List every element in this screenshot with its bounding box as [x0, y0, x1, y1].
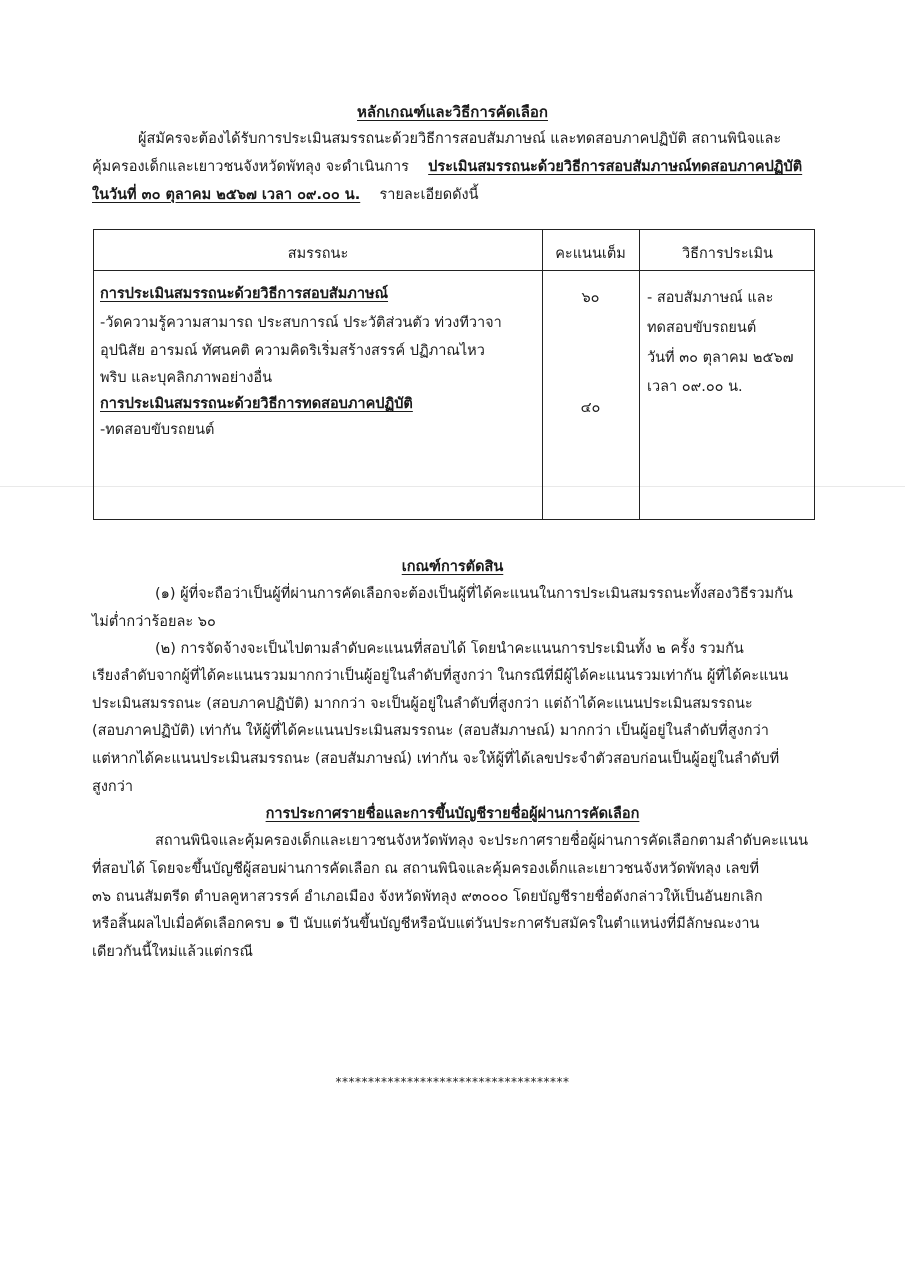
interview-score: ๖๐ [581, 290, 600, 306]
criteria-title: เกณฑ์การตัดสิน [401, 559, 504, 575]
announce-title: การประกาศรายชื่อและการขึ้นบัญชีรายชื่อผู้ผ่านการคัดเลือก [265, 806, 640, 822]
table-header-full-score: คะแนนเต็ม [555, 246, 626, 262]
criteria-p2-line-2: เรียงลำดับจากผู้ที่ได้คะแนนรวมมากกว่าเป็นผู้อยู่ในลำดับที่สูงกว่า ในกรณีที่มีผู้ได้คะแนนรวมเท่ากัน ผู้ที่ได้คะแนน [92, 668, 789, 684]
table-header-method: วิธีการประเมิน [682, 246, 773, 262]
criteria-p2-line-4: (สอบภาคปฏิบัติ) เท่ากัน ให้ผู้ที่ได้คะแนนประเมินสมรรถนะ (สอบสัมภาษณ์) มากกว่า เป็นผู้อยู่ในลำดับที่สูงกว่า [92, 723, 769, 739]
interview-detail-1: -วัดความรู้ความสามารถ ประสบการณ์ ประวัติส่วนตัว ท่วงทีวาจา [100, 315, 502, 331]
column-divider-1 [542, 230, 543, 519]
method-line-3: วันที่ ๓๐ ตุลาคม ๒๕๖๗ [647, 350, 794, 366]
criteria-p1-line-2: ไม่ต่ำกว่าร้อยละ ๖๐ [92, 614, 216, 630]
intro-line-2-plain: คุ้มครองเด็กและเยาวชนจังหวัดพัทลุง จะดำเนินการ [92, 159, 409, 175]
announce-line-1: สถานพินิจและคุ้มครองเด็กและเยาวชนจังหวัดพัทลุง จะประกาศรายชื่อผู้ผ่านการคัดเลือกตามลำดับคะแนน [155, 833, 809, 849]
announce-line-3: ๓๖ ถนนสัมตรีด ตำบลคูหาสวรรค์ อำเภอเมือง จังหวัดพัทลุง ๙๓๐๐๐ โดยบัญชีรายชื่อดังกล่าวให้เป็นอันยกเลิก [92, 889, 763, 905]
table-header-competency: สมรรถนะ [287, 246, 349, 262]
interview-detail-2: อุปนิสัย อารมณ์ ทัศนคติ ความคิดริเริ่มสร้างสรรค์ ปฏิภาณไหว [100, 343, 485, 359]
intro-line-3-emphasis: ในวันที่ ๓๐ ตุลาคม ๒๕๖๗ เวลา ๐๙.๐๐ น. [92, 187, 361, 203]
criteria-p2-line-3: ประเมินสมรรถนะ (สอบภาคปฏิบัติ) มากกว่า จะเป็นผู้อยู่ในลำดับที่สูงกว่า แต่ถ้าได้คะแนนประเมินสมรรถนะ [92, 696, 753, 712]
intro-line-3 [92, 183, 479, 206]
criteria-p2-line-5: แต่หากได้คะแนนประเมินสมรรถนะ (สอบสัมภาษณ์) เท่ากัน จะให้ผู้ที่ได้เลขประจำตัวสอบก่อนเป็นผู้อยู่ในลำดับที่ [92, 751, 780, 767]
column-divider-2 [639, 230, 640, 519]
method-line-1: - สอบสัมภาษณ์ และ [647, 290, 774, 306]
intro-line-2 [92, 155, 802, 178]
criteria-p1-line-1: (๑) ผู้ที่จะถือว่าเป็นผู้ที่ผ่านการคัดเลือกจะต้องเป็นผู้ที่ได้คะแนนในการประเมินสมรรถนะทั้งสองวิธีรวมกัน [155, 586, 793, 602]
intro-line-3-plain: รายละเอียดดังนี้ [379, 187, 479, 203]
method-line-2: ทดสอบขับรถยนต์ [647, 320, 757, 336]
footer-stars: ************************************ [335, 1075, 570, 1089]
competency-table [93, 229, 815, 520]
practical-score: ๔๐ [580, 400, 601, 416]
interview-heading: การประเมินสมรรถนะด้วยวิธีการสอบสัมภาษณ์ [100, 286, 389, 302]
announce-line-4: หรือสิ้นผลไปเมื่อคัดเลือกครบ ๑ ปี นับแต่วันขึ้นบัญชีหรือนับแต่วันประกาศรับสมัครในตำแหน่งที่มีลักษณะงาน [92, 916, 760, 932]
interview-detail-3: พริบ และบุคลิกภาพอย่างอื่น [100, 370, 273, 386]
intro-line-1: ผู้สมัครจะต้องได้รับการประเมินสมรรถนะด้วยวิธีการสอบสัมภาษณ์ และทดสอบภาคปฏิบัติ สถานพินิจและ [138, 131, 782, 147]
practical-heading: การประเมินสมรรถนะด้วยวิธีการทดสอบภาคปฏิบัติ [100, 396, 413, 412]
criteria-p2-line-6: สูงกว่า [92, 779, 133, 795]
practical-detail-1: -ทดสอบขับรถยนต์ [100, 422, 215, 438]
criteria-p2-line-1: (๒) การจัดจ้างจะเป็นไปตามลำดับคะแนนที่สอบได้ โดยนำคะแนนการประเมินทั้ง ๒ ครั้ง รวมกัน [155, 641, 744, 657]
header-divider [94, 270, 814, 271]
method-line-4: เวลา ๐๙.๐๐ น. [647, 379, 743, 395]
intro-line-2-emphasis: ประเมินสมรรถนะด้วยวิธีการสอบสัมภาษณ์ทดสอบภาคปฏิบัติ [428, 159, 803, 175]
page-title: หลักเกณฑ์และวิธีการคัดเลือก [357, 103, 548, 121]
announce-line-5: เดียวกันนี้ใหม่แล้วแต่กรณี [92, 944, 253, 960]
announce-line-2: ที่สอบได้ โดยจะขึ้นบัญชีผู้สอบผ่านการคัดเลือก ณ สถานพินิจและคุ้มครองเด็กและเยาวชนจังหวัดพัทลุง เลขที่ [92, 861, 760, 877]
